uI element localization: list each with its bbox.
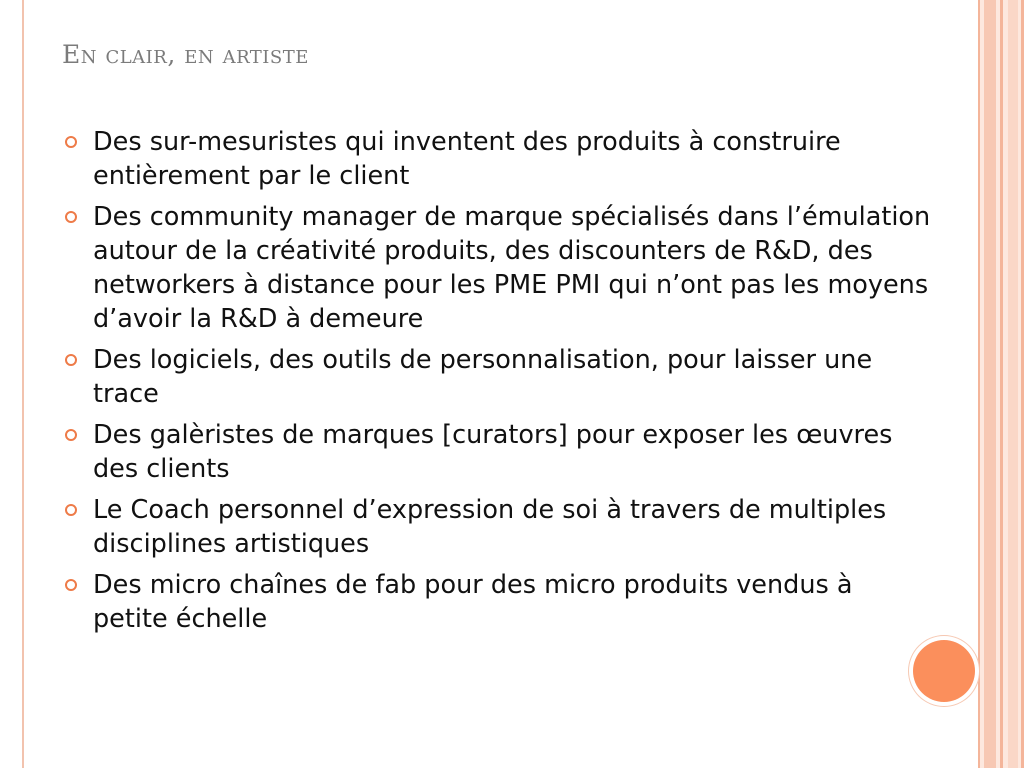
bullet-item [62,125,932,193]
bullet-text: Des community manager de marque spécialisés dans l’émulation autour de la créativité produits, des discounters de R&D, des networkers à distance pour les PME PMI qui n’ont pas les moyens d’avoir la R&D à demeure [93,202,931,334]
circle-bullet-icon [65,579,77,591]
right-decorative-stripes [978,0,1024,768]
stripe [978,0,980,768]
circle-bullet-icon [65,136,77,148]
bullet-item [62,493,932,561]
circle-bullet-icon [65,354,77,366]
stripe [984,0,996,768]
circle-bullet-icon [65,211,77,223]
bullet-item [62,568,932,636]
bullet-item [62,200,932,336]
bullet-text: Des sur-mesuristes qui inventent des produits à construire entièrement par le client [93,127,841,191]
bullet-text: Des micro chaînes de fab pour des micro produits vendus à petite échelle [93,570,853,634]
stripe [1000,0,1003,768]
stripe [1008,0,1018,768]
slide-title: En clair, en artiste [62,40,309,69]
bullet-text: Le Coach personnel d’expression de soi à travers de multiples disciplines artistiques [93,495,887,559]
bullet-text: Des galèristes de marques [curators] pour exposer les œuvres des clients [93,420,893,484]
circle-bullet-icon [65,429,77,441]
orange-circle-decoration [913,640,975,702]
bullet-text: Des logiciels, des outils de personnalisation, pour laisser une trace [93,345,873,409]
circle-bullet-icon [65,504,77,516]
bullet-item [62,343,932,411]
bullet-item [62,418,932,486]
bullet-list [62,125,932,643]
left-border-line [22,0,24,768]
